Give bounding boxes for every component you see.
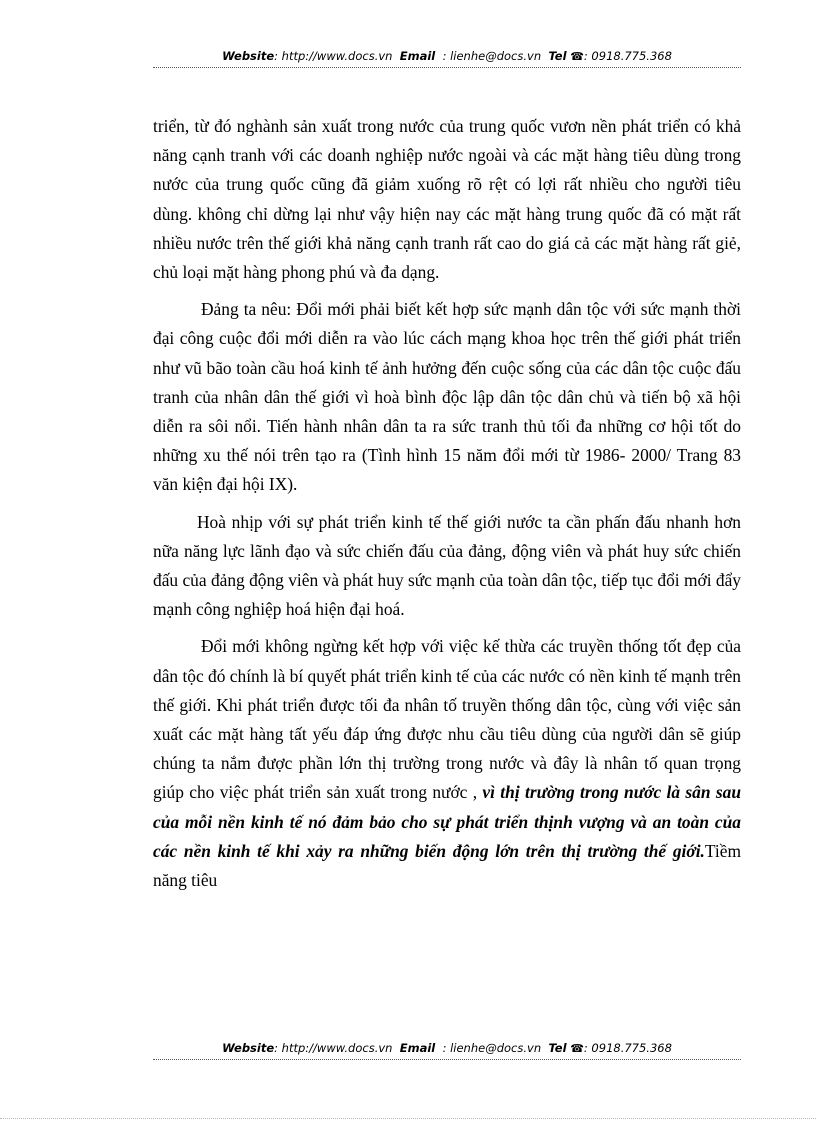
footer-website-label: Website [222,1041,275,1055]
paragraph-2: Đảng ta nêu: Đổi mới phải biết kết hợp sức mạnh dân tộc với sức mạnh thời đại công cuộc đổi mới diễn ra vào lúc cách mạng khoa học trên thế giới phát triển như vũ bão toàn cầu hoá kinh tế ảnh hưởng đến cuộc sống của các dân tộc cuộc đấu tranh của nhân dân thế giới vì hoà bình độc lập dân tộc dân chủ và tiến bộ xã hội diễn ra sôi nổi. Tiến hành nhân dân ta ra sức tranh thủ tối đa những cơ hội tốt do những xu thế nói trên tạo ra (Tình hình 15 năm đổi mới từ 1986- 2000/ Trang 83 văn kiện đại hội IX). [153,299,741,495]
paragraph-4 [153,632,741,895]
document-body [153,112,741,903]
footer-tel-number: : 0918.775.368 [583,1041,672,1055]
page-header [153,49,741,63]
header-website-label: Website [222,49,275,63]
footer-tel-label: Tel [548,1041,567,1055]
footer-website-url[interactable]: : http://www.docs.vn [274,1041,393,1055]
footer-email-address[interactable]: : lienhe@docs.vn [442,1041,542,1055]
paragraph-3: Hoà nhịp với sự phát triển kinh tế thế giới nước ta cần phấn đấu nhanh hơn nữa năng lực lãnh đạo và sức chiến đấu của đảng, động viên và phát huy sức chiến đấu của đảng động viên và phát huy sức mạnh của toàn dân tộc, tiếp tục đổi mới đẩy mạnh công nghiệp hoá hiện đại hoá. [153,511,742,620]
header-website-url[interactable]: : http://www.docs.vn [274,49,393,63]
footer-divider [153,1059,741,1060]
phone-icon: ☎ [570,50,584,63]
header-tel-label: Tel [548,49,567,63]
paragraph-4-text: Đổi mới không ngừng kết hợp với việc kế thừa các truyền thống tốt đẹp của dân tộc đó chính là bí quyết phát triển kinh tế của các nước có nền kinh tế mạnh trên thế giới. Khi phát triển được tối đa nhân tố truyền thống dân tộc, cùng với việc sản xuất các mặt hàng tất yếu đáp ứng được nhu cầu tiêu dùng của người dân sẽ giúp chúng ta nắm được phần lớn thị trường trong nước và đây là nhân tố quan trọng giúp cho việc phát triển sản xuất trong nước , [153,636,741,803]
page-bottom-edge [0,1118,816,1119]
header-email-address[interactable]: : lienhe@docs.vn [442,49,542,63]
header-divider [153,67,741,68]
page-footer [153,1041,741,1055]
footer-email-label: Email [399,1041,436,1055]
paragraph-4-tail: Tiềm năng tiêu [153,840,741,891]
header-tel-number: : 0918.775.368 [583,49,672,63]
phone-icon: ☎ [570,1042,584,1055]
header-email-label: Email [399,49,436,63]
paragraph-4-emphasis: vì thị trường trong nước là sân sau của mỗi nền kinh tế nó đảm bảo cho sự phát triển thịnh vượng và an toàn của các nền kinh tế khi xảy ra những biến động lớn trên thị trường thế giới. [153,782,742,861]
paragraph-1: triển, từ đó nghành sản xuất trong nước của trung quốc vươn nền phát triển có khả năng cạnh tranh với các doanh nghiệp nước ngoài và các mặt hàng tiêu dùng trong nước của trung quốc cũng đã giảm xuống rõ rệt có lợi rất nhiều cho người tiêu dùng. không chỉ dừng lại như vậy hiện nay các mặt hàng trung quốc đã có mặt rất nhiều nước trên thế giới khả năng cạnh tranh rất cao do giá cả các mặt hàng rất giẻ, chủ loại mặt hàng phong phú và đa dạng. [153,116,741,283]
